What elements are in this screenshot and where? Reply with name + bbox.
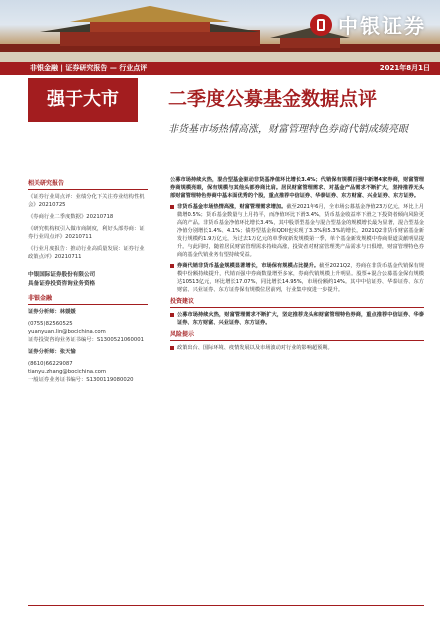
- related-reports-heading: 相关研究报告: [28, 180, 148, 190]
- sidebar: [28, 176, 148, 388]
- analyst-contact: (0755)82560525 yuanyuan.lin@bocichina.com 证券投资咨询业务证书编号：S1300521060001: [28, 321, 145, 343]
- breadcrumb: 非银金融 | 证券研究报告 — 行业点评: [30, 64, 148, 72]
- related-report-item[interactable]: 《行业月度报告：推动行业高质量发展：证券行业政策点评》20210711: [28, 246, 145, 260]
- page-subtitle: 非货基市场热情高涨，财富管理特色券商代销成绩亮眼: [168, 124, 408, 135]
- bullet-icon: [170, 205, 174, 209]
- firm-name: 中银国际证券股份有限公司 具备证券投资咨询业务资格: [28, 272, 96, 287]
- invest-text: 公募市场持续火热，财富管理需求不断扩大，坚定推荐龙头和财富管理特色券商，重点推荐中信证券、华泰证券、东方财富、兴业证券、东方证券。: [177, 312, 424, 326]
- related-report-item[interactable]: 《证券行业周点评：业绩分化下关注券业结构性机会》20210725: [28, 194, 145, 208]
- list-item: [170, 311, 424, 327]
- bullet-icon: [170, 313, 174, 317]
- brand-name: 中银证券: [338, 14, 426, 38]
- bank-logo-icon: [310, 14, 332, 36]
- bullet-lead: 券商代销非货币基金规模显著增长，市场保有规模占比提升。: [177, 263, 320, 269]
- header-banner-image: [0, 0, 440, 62]
- risk-heading: 风险提示: [170, 331, 424, 341]
- page-title: 二季度公募基金数据点评: [168, 88, 378, 110]
- bullet-icon: [170, 346, 174, 350]
- report-date: 2021年8月1日: [379, 64, 430, 72]
- list-item: [170, 262, 424, 294]
- risk-text: 政策出台、国际环境、疫情发展以及市场波动对行业的影响超预期。: [177, 345, 333, 351]
- bullet-icon: [170, 264, 174, 268]
- brand-logo: [310, 10, 426, 39]
- bullet-lead: 非货币基金市场热情高涨，财富管理需求增加。: [177, 204, 287, 210]
- rating-tag: 强于大市: [28, 78, 138, 122]
- invest-heading: 投资建议: [170, 298, 424, 308]
- list-item: [170, 344, 424, 352]
- related-report-item[interactable]: 《研究机构权引入做市商制度，利好头部券商：证券行业周点评》20210711: [28, 226, 145, 240]
- footer-divider: [28, 605, 424, 606]
- related-report-item[interactable]: 《券商行业二季度数据》20210718: [28, 214, 114, 220]
- report-body: [170, 176, 424, 355]
- analyst-contact: (8610)66229087 tianyu.zhang@bocichina.com 一般证券业务证书编号：S1300119080020: [28, 361, 134, 383]
- analyst-name: 证券分析师：张天愉: [28, 349, 76, 355]
- report-info-bar: [0, 62, 440, 75]
- analyst-name: 证券分析师：林媛媛: [28, 309, 76, 315]
- summary-paragraph: 公募市场持续火热，混合型基金驱动非货基净值环比增长3.4%；代销保有规模百强中新增4家券商，财富管理券商规模亮眼，保有规模与其他头部券商比肩。居民财富管理需求、对基金产品需求不断扩大，坚持推荐无头部财富管理特色券商中基本面优秀的个股，重点推荐中信证券、华泰证券、东方财富、兴业证券、东方证券。: [170, 177, 424, 199]
- list-item: [170, 203, 424, 259]
- bullet-text: 截至2021年6月，全市场公募基金净值23万亿元，环比上月微增0.5%；货币基金数量与上月持平，而净值环比下滑3.4%，货币基金收益率下滑之下投资者倾向风险更高的产品。非货币基金净值环比增长3.4%，其中股票型基金与混合型基金的规模增长最为显著，混合型基金净值分别增长1.4%、4.1%；债券型基金和QDII也实现了3.3%和5.3%的增长。2021Q2非货币财富基金新发行规模约1.9万亿元，为过去1万亿元的单季度新发规模第一季，单个基金新发规模中券商渠道贡献明显提升。与此同时，随着居民财富管理需求持续高涨，投资者对财富管理类产品需求与日俱增，财富管理特色券商的基金代销业务有望持续受益。: [177, 204, 424, 258]
- sector-label: 非银金融: [28, 295, 148, 305]
- bullet-text: 截至2021Q2，券商在非货币基金代销保有规模中份额持续提升，代销百强中券商数量增至多家，券商代销规模上升明显。股票+混合公募基金保有规模达10513亿元，环比增长17.07%，同比增长14.95%，市场份额约14%。其中中信证券、华泰证券、东方财富、兴业证券、东方证券保有规模位居前列，行业集中度进一步提升。: [177, 263, 424, 293]
